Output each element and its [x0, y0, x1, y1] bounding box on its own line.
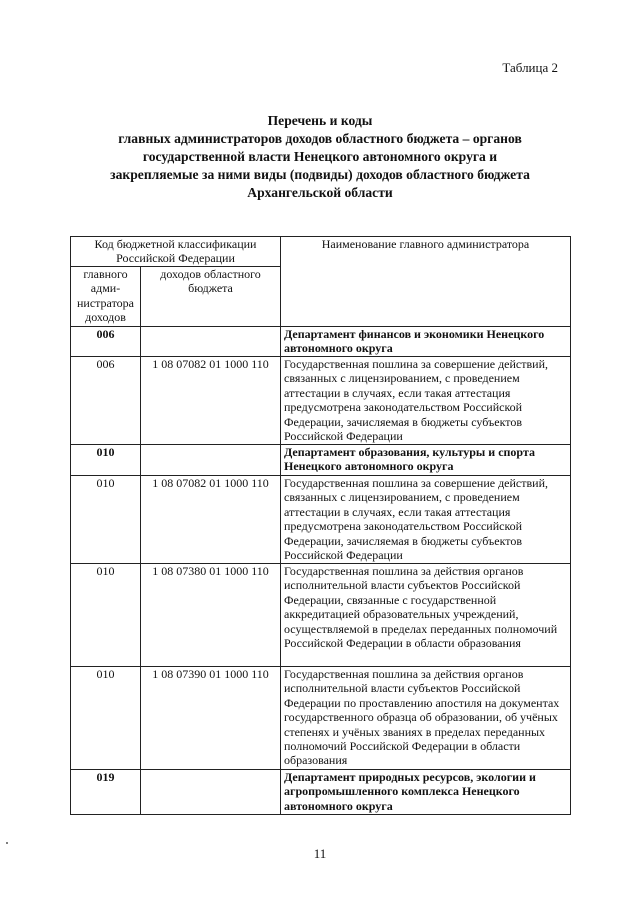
- table-row: [71, 327, 571, 357]
- table-row: [71, 770, 571, 815]
- table-label: Таблица 2: [502, 60, 558, 75]
- administrator-name-header: Наименование главного администратора: [281, 237, 571, 327]
- scan-speck: [6, 842, 8, 844]
- table-row: [71, 564, 571, 667]
- administrator-name-cell: Департамент образования, культуры и спорта Ненецкого автономного округа: [281, 445, 571, 476]
- admin-code-cell: 006: [71, 357, 141, 445]
- document-title: [60, 112, 580, 202]
- budget-classification-header: Код бюджетной классификации Российской Федерации: [71, 237, 281, 267]
- administrator-name-cell: Государственная пошлина за действия органов исполнительной власти субъектов Российской Федерации, связанные с государственной аккредитацией образовательных учреждений, осуществляемой в пределах переданных полномочий Российской Федерации в области образования: [281, 564, 571, 667]
- title-line: Перечень и коды: [267, 113, 373, 128]
- income-code-header: доходов областного бюджета: [141, 267, 281, 327]
- title-line: Архангельской области: [247, 185, 393, 200]
- administrator-name-cell: Государственная пошлина за совершение действий, связанных с лицензированием, с проведением аттестации в случаях, если такая аттестация предусмотрена законодательством Российской Федерации, зачисляемая в бюджеты субъектов Российской Федерации: [281, 357, 571, 445]
- admin-code-cell: 006: [71, 327, 141, 357]
- admin-code-cell: 010: [71, 564, 141, 667]
- title-line: главных администраторов доходов областного бюджета – органов: [118, 131, 522, 146]
- title-line: государственной власти Ненецкого автономного округа и: [142, 149, 498, 164]
- administrator-name-cell: Государственная пошлина за совершение действий, связанных с лицензированием, с проведением аттестации в случаях, если такая аттестация предусмотрена законодательством Российской Федерации, зачисляемая в бюджеты субъектов Российской Федерации: [281, 476, 571, 564]
- admin-code-header: главного адми-нистратора доходов: [71, 267, 141, 327]
- page-number: 11: [313, 846, 327, 861]
- administrators-table: [70, 236, 571, 815]
- administrator-name-cell: Государственная пошлина за действия органов исполнительной власти субъектов Российской Федерации по проставлению апостиля на документах государственного образца об образовании, об учёных степенях и учёных званиях в пределах переданных полномочий Российской Федерации в области образования: [281, 667, 571, 770]
- income-code-cell: 1 08 07380 01 1000 110: [141, 564, 281, 667]
- income-code-cell: [141, 770, 281, 815]
- admin-code-cell: 010: [71, 476, 141, 564]
- income-code-cell: 1 08 07082 01 1000 110: [141, 476, 281, 564]
- title-line: закрепляемые за ними виды (подвиды) доходов областного бюджета: [110, 167, 530, 182]
- income-code-cell: [141, 445, 281, 476]
- admin-code-cell: 010: [71, 445, 141, 476]
- income-code-cell: 1 08 07390 01 1000 110: [141, 667, 281, 770]
- table-row: [71, 357, 571, 445]
- table-row: [71, 667, 571, 770]
- table-row: [71, 445, 571, 476]
- administrator-name-cell: Департамент финансов и экономики Ненецкого автономного округа: [281, 327, 571, 357]
- income-code-cell: 1 08 07082 01 1000 110: [141, 357, 281, 445]
- income-code-cell: [141, 327, 281, 357]
- table-row: [71, 476, 571, 564]
- admin-code-cell: 010: [71, 667, 141, 770]
- admin-code-cell: 019: [71, 770, 141, 815]
- administrator-name-cell: Департамент природных ресурсов, экологии и агропромышленного комплекса Ненецкого автономного округа: [281, 770, 571, 815]
